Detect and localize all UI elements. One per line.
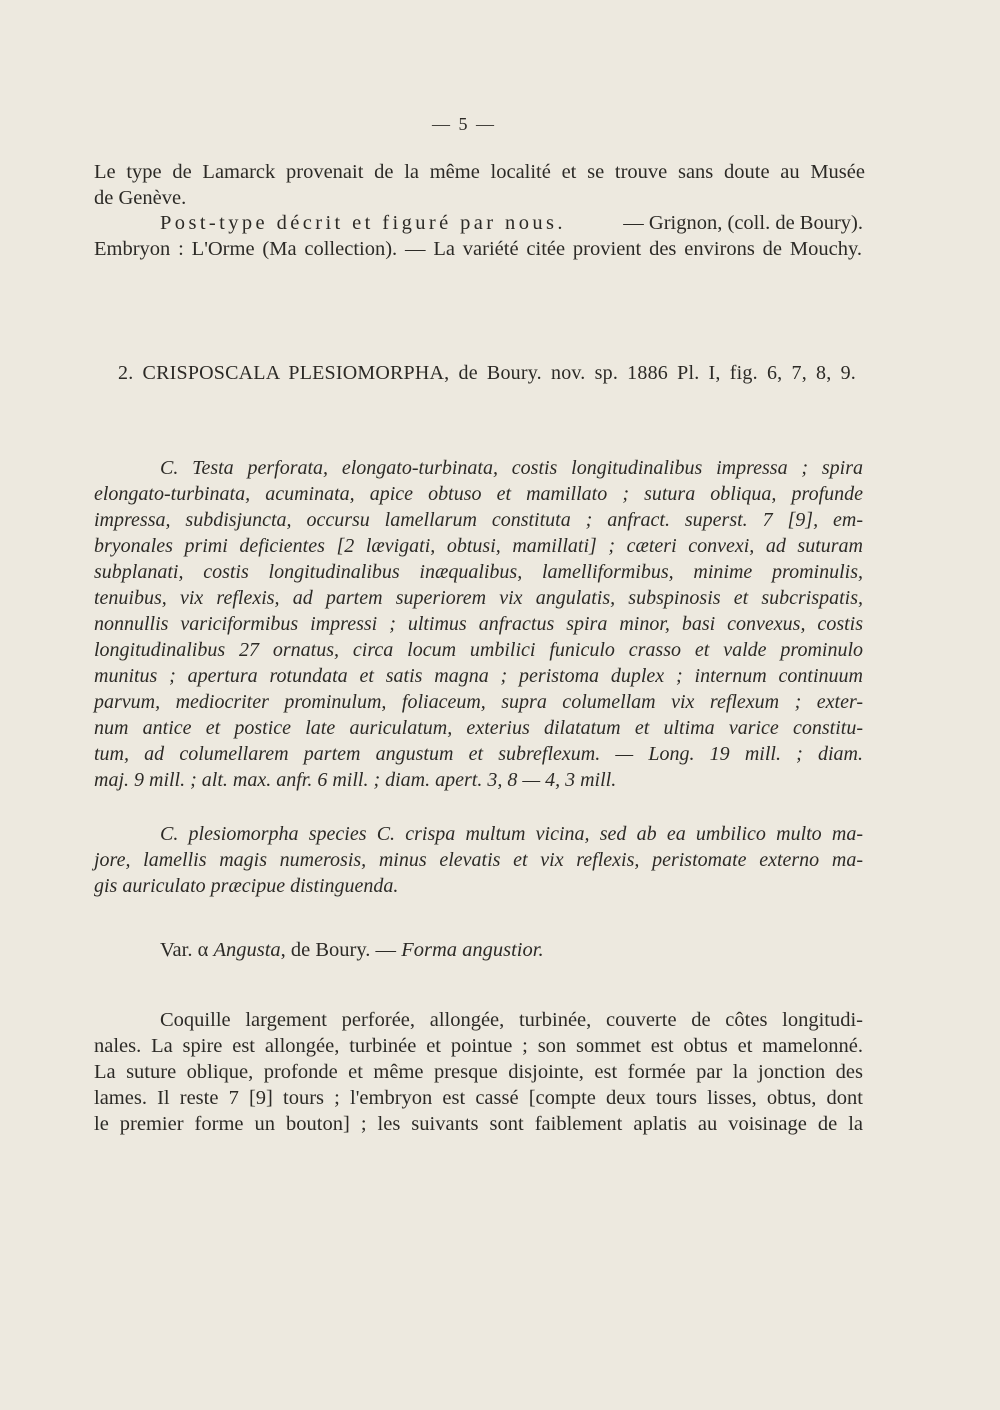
latin-line: elongato-turbinata, acuminata, apice obtuso et mamillato ; sutura obliqua, profunde	[94, 483, 863, 505]
latin-line: tum, ad columellarem partem angustum et subreflexum. — Long. 19 mill. ; diam.	[94, 743, 863, 765]
latin-line: parvum, mediocriter prominulum, foliaceum, supra columellam vix reflexum ; exter-	[94, 691, 863, 713]
latin-line: maj. 9 mill. ; alt. max. anfr. 6 mill. ; diam. apert. 3, 8 — 4, 3 mill.	[94, 769, 617, 791]
latin-line: gis auriculato præcipue distinguenda.	[94, 875, 399, 897]
intro-line: de Genève.	[94, 187, 187, 209]
latin-line: nonnullis variciformibus impressi ; ultimus anfractus spira minor, basi convexus, costis	[94, 613, 863, 635]
species-heading: 2. CRISPOSCALA PLESIOMORPHA, de Boury. nov. sp. 1886 Pl. I, fig. 6, 7, 8, 9.	[118, 362, 856, 384]
intro-line: Le type de Lamarck provenait de la même localité et se trouve sans doute au Musée	[94, 161, 865, 183]
locality-collection: — Grignon, (coll. de Boury).	[623, 212, 863, 234]
variety-diagnosis: Forma angustior.	[401, 939, 544, 961]
latin-line: jore, lamellis magis numerosis, minus elevatis et vix reflexis, peristomate externo ma-	[94, 849, 863, 871]
latin-line: num antice et postice late auriculatum, exterius dilatatum et ultima varice constitu-	[94, 717, 863, 739]
intro-line: Embryon : L'Orme (Ma collection). — La variété citée provient des environs de Mouchy.	[94, 238, 862, 260]
latin-line: bryonales primi deficientes [2 lævigati, obtusi, mamillati] ; cæteri convexi, ad suturam	[94, 535, 863, 557]
latin-line: longitudinalibus 27 ornatus, circa locum umbilici funiculo crasso et valde prominulo	[94, 639, 863, 661]
variety-prefix: Var. α	[160, 939, 209, 961]
variety-name: Angusta	[213, 939, 281, 961]
french-line: Coquille largement perforée, allongée, turbinée, couverte de côtes longitudi-	[160, 1009, 863, 1031]
latin-line: impressa, subdisjuncta, occursu lamellarum constituta ; anfract. superst. 7 [9], em-	[94, 509, 863, 531]
latin-line: C. Testa perforata, elongato-turbinata, costis longitudinalibus impressa ; spira	[160, 457, 863, 479]
latin-line: C. plesiomorpha species C. crispa multum vicina, sed ab ea umbilico multo ma-	[160, 823, 863, 845]
post-type-label: Post-type décrit et figuré par nous.	[160, 212, 566, 234]
intro-line	[160, 213, 863, 234]
variety-author: , de Boury. —	[280, 939, 402, 961]
french-line: lames. Il reste 7 [9] tours ; l'embryon est cassé [compte deux tours lisses, obtus, dont	[94, 1087, 863, 1109]
latin-line: subplanati, costis longitudinalibus inæqualibus, lamelliformibus, minime prominulis,	[94, 561, 863, 583]
variety-heading	[160, 940, 544, 961]
french-line: La suture oblique, profonde et même presque disjointe, est formée par la jonction des	[94, 1061, 863, 1083]
latin-line: munitus ; apertura rotundata et satis magna ; peristoma duplex ; internum continuum	[94, 665, 863, 687]
french-line: nales. La spire est allongée, turbinée et pointue ; son sommet est obtus et mamelonné.	[94, 1035, 863, 1057]
latin-line: tenuibus, vix reflexis, ad partem superiorem vix angulatis, subspinosis et subcrispatis,	[94, 587, 863, 609]
page-number: — 5 —	[432, 114, 496, 134]
french-line: le premier forme un bouton] ; les suivants sont faiblement aplatis au voisinage de la	[94, 1113, 863, 1135]
